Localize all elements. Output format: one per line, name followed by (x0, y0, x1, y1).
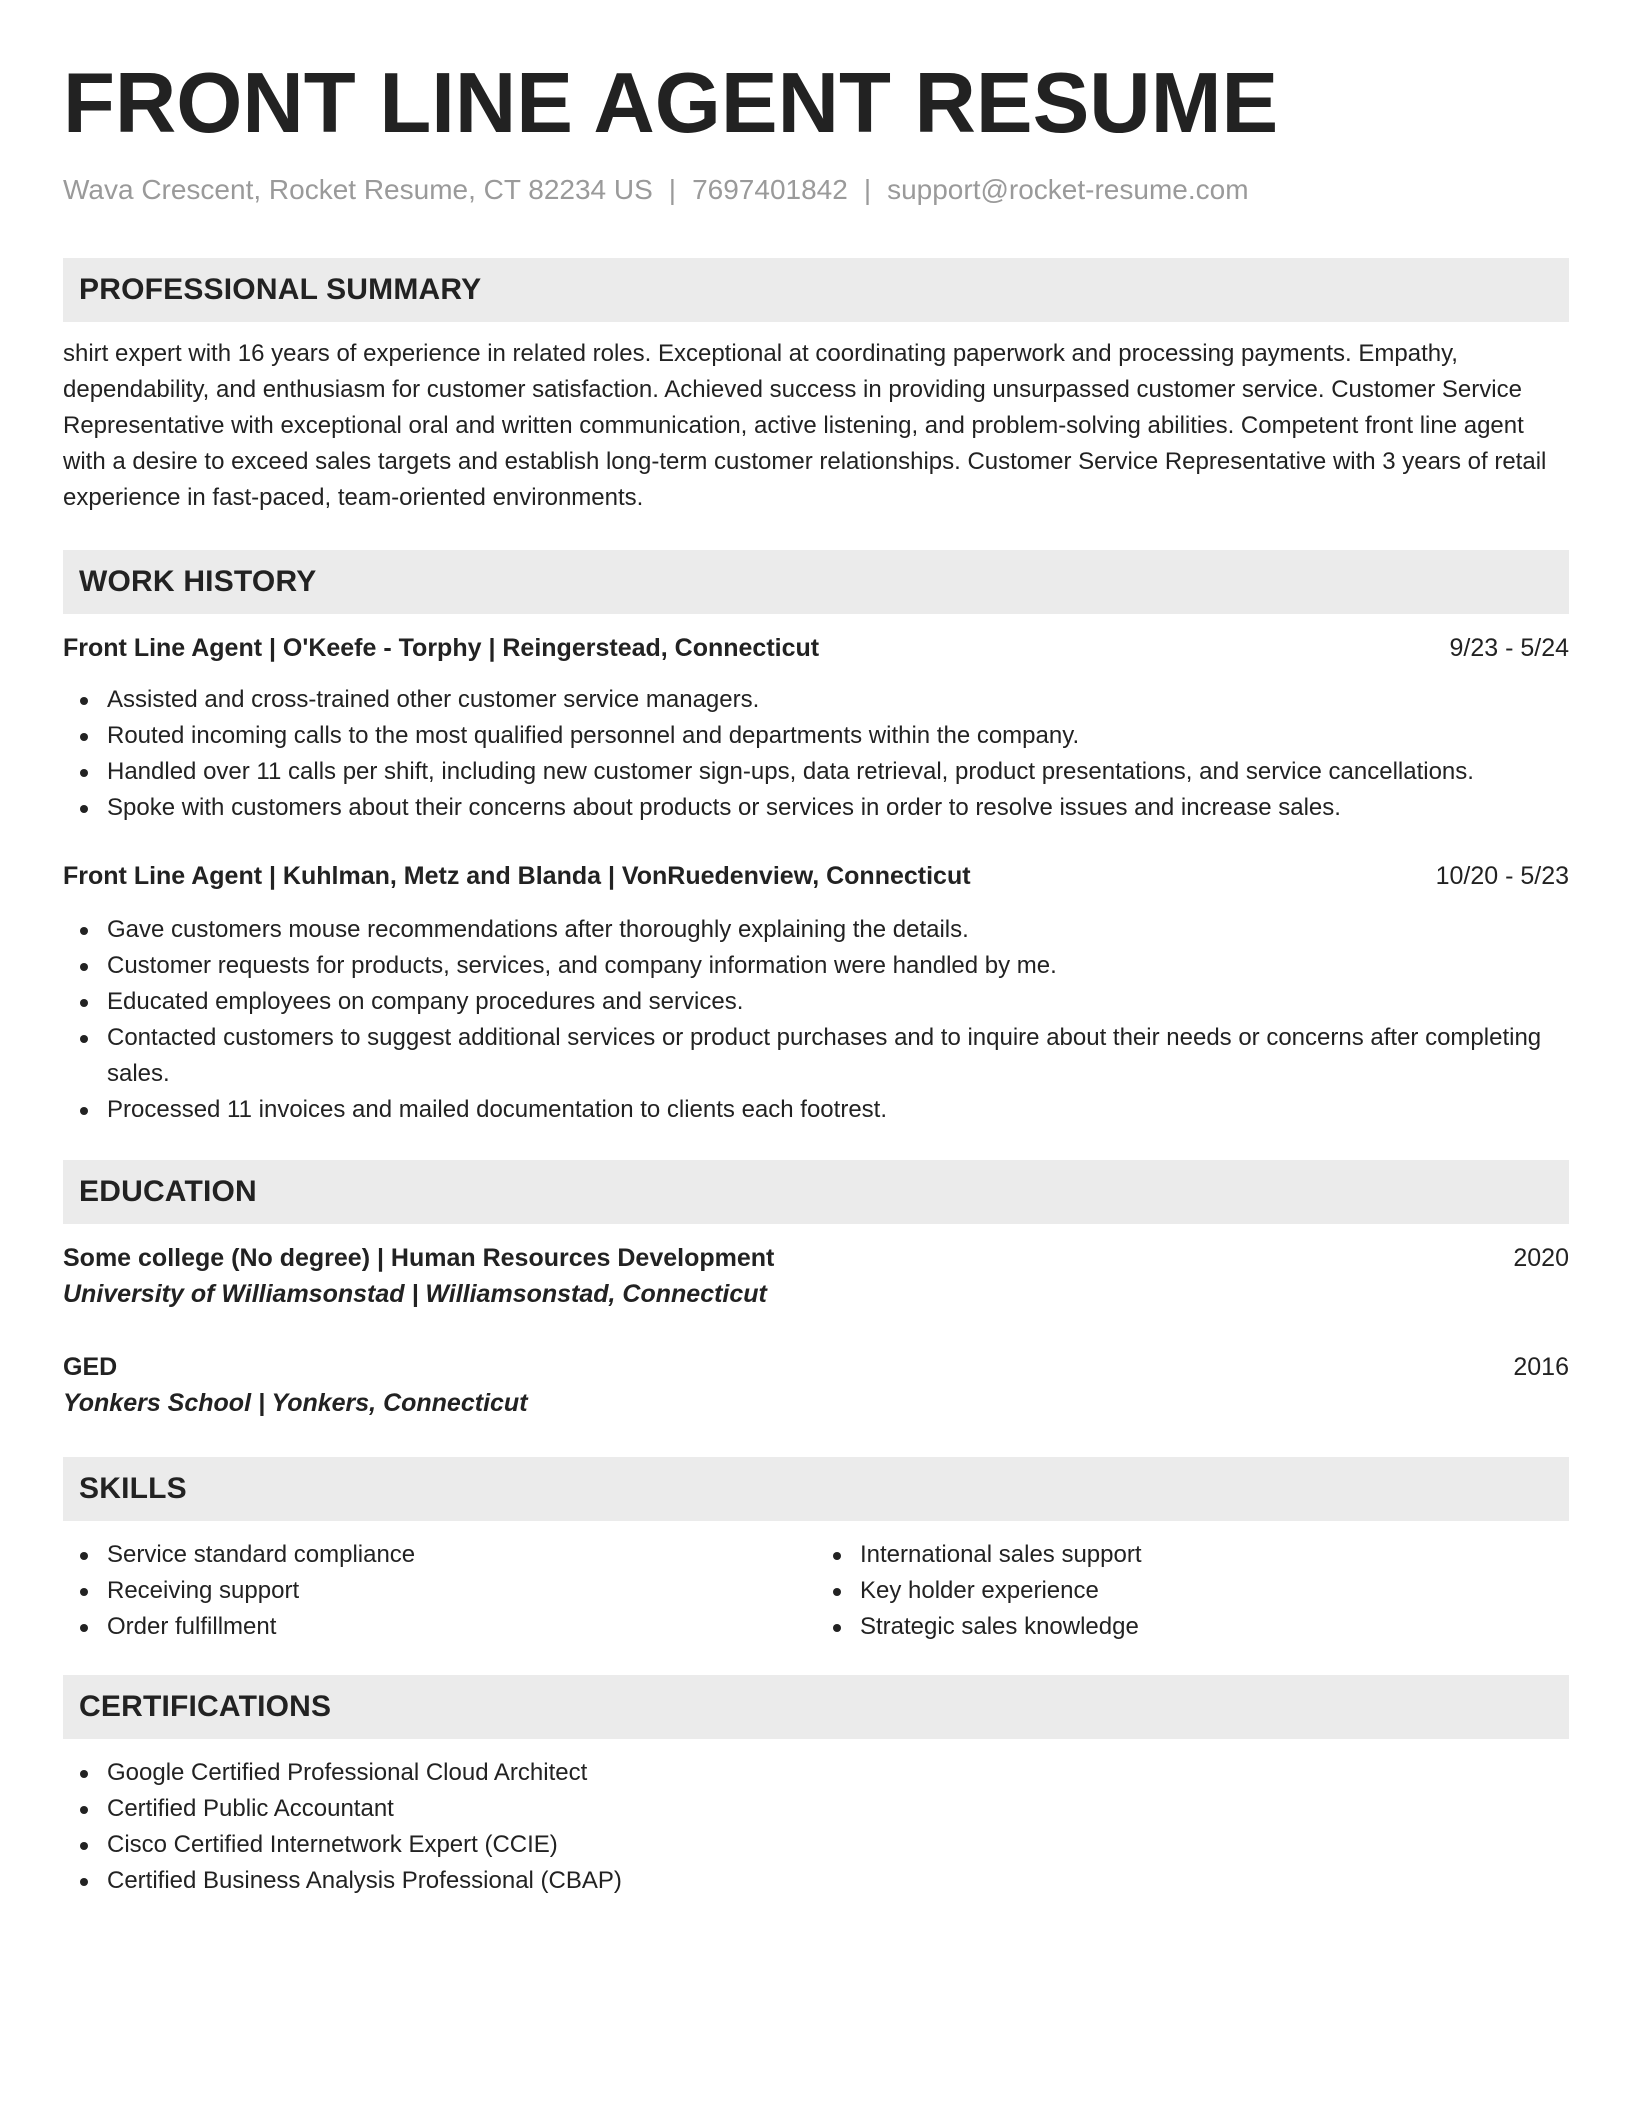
skills-column-right (816, 1537, 1569, 1645)
job-bullet: Customer requests for products, services, and company information were handled by me. (107, 948, 1569, 984)
skill-item: International sales support (860, 1537, 1569, 1573)
education-degree: GED (63, 1353, 118, 1381)
job-bullet: Handled over 11 calls per shift, including new customer sign-ups, data retrieval, product presentations, and service cancellations. (107, 754, 1569, 790)
education-header (63, 1349, 1569, 1385)
contact-line (63, 172, 1569, 208)
job-entry (63, 858, 1569, 1128)
job-bullet: Assisted and cross-trained other customer service managers. (107, 682, 1569, 718)
skill-item: Service standard compliance (107, 1537, 816, 1573)
job-bullet: Educated employees on company procedures and services. (107, 984, 1569, 1020)
skill-item: Receiving support (107, 1573, 816, 1609)
education-year: 2016 (1513, 1353, 1569, 1381)
job-bullet: Contacted customers to suggest additional services or product purchases and to inquire about their needs or concerns after completing sales. (107, 1020, 1569, 1092)
skills-grid (63, 1537, 1569, 1645)
skill-item: Order fulfillment (107, 1609, 816, 1645)
education-year: 2020 (1513, 1244, 1569, 1272)
job-dates: 9/23 - 5/24 (1449, 634, 1569, 662)
section-header-skills: SKILLS (63, 1457, 1569, 1521)
job-bullets (63, 682, 1569, 826)
contact-email: support@rocket-resume.com (887, 174, 1249, 205)
contact-separator: | (863, 174, 872, 205)
education-school: Yonkers School | Yonkers, Connecticut (63, 1389, 528, 1417)
skills-column-left (63, 1537, 816, 1645)
job-dates: 10/20 - 5/23 (1435, 862, 1569, 890)
education-entry (63, 1349, 1569, 1421)
job-header (63, 858, 1569, 894)
certification-item: Google Certified Professional Cloud Architect (107, 1755, 1569, 1791)
job-bullet: Spoke with customers about their concerns about products or services in order to resolve issues and increase sales. (107, 790, 1569, 826)
certifications-list (63, 1755, 1569, 1899)
education-degree: Some college (No degree) | Human Resources Development (63, 1244, 775, 1272)
contact-separator: | (668, 174, 677, 205)
job-title: Front Line Agent | Kuhlman, Metz and Blanda | VonRuedenview, Connecticut (63, 862, 971, 890)
job-title: Front Line Agent | O'Keefe - Torphy | Reingerstead, Connecticut (63, 634, 820, 662)
certification-item: Certified Public Accountant (107, 1791, 1569, 1827)
job-entry (63, 630, 1569, 826)
section-header-work-history: WORK HISTORY (63, 550, 1569, 614)
contact-phone: 7697401842 (692, 174, 848, 205)
section-header-education: EDUCATION (63, 1160, 1569, 1224)
education-school: University of Williamsonstad | Williamsonstad, Connecticut (63, 1280, 767, 1308)
education-entry (63, 1240, 1569, 1312)
job-bullet: Routed incoming calls to the most qualified personnel and departments within the company. (107, 718, 1569, 754)
certification-item: Cisco Certified Internetwork Expert (CCIE) (107, 1827, 1569, 1863)
section-header-summary: PROFESSIONAL SUMMARY (63, 258, 1569, 322)
professional-summary: shirt expert with 16 years of experience in related roles. Exceptional at coordinating paperwork and processing payments. Empathy, dependability, and enthusiasm for customer satisfaction. Achieved success in providing unsurpassed customer service. Customer Service Representative with exceptional oral and written communication, active listening, and problem-solving abilities. Competent front line agent with a desire to exceed sales targets and establish long-term customer relationships. Customer Service Representative with 3 years of retail experience in fast-paced, team-oriented environments. (63, 340, 1547, 511)
certification-item: Certified Business Analysis Professional (CBAP) (107, 1863, 1569, 1899)
section-header-certifications: CERTIFICATIONS (63, 1675, 1569, 1739)
job-bullet: Gave customers mouse recommendations after thoroughly explaining the details. (107, 912, 1569, 948)
job-bullets (63, 912, 1569, 1128)
skill-item: Key holder experience (860, 1573, 1569, 1609)
job-header (63, 630, 1569, 666)
job-bullet: Processed 11 invoices and mailed documentation to clients each footrest. (107, 1092, 1569, 1128)
education-header (63, 1240, 1569, 1276)
resume-title: FRONT LINE AGENT RESUME (63, 56, 1279, 151)
contact-address: Wava Crescent, Rocket Resume, CT 82234 US (63, 174, 653, 205)
skill-item: Strategic sales knowledge (860, 1609, 1569, 1645)
